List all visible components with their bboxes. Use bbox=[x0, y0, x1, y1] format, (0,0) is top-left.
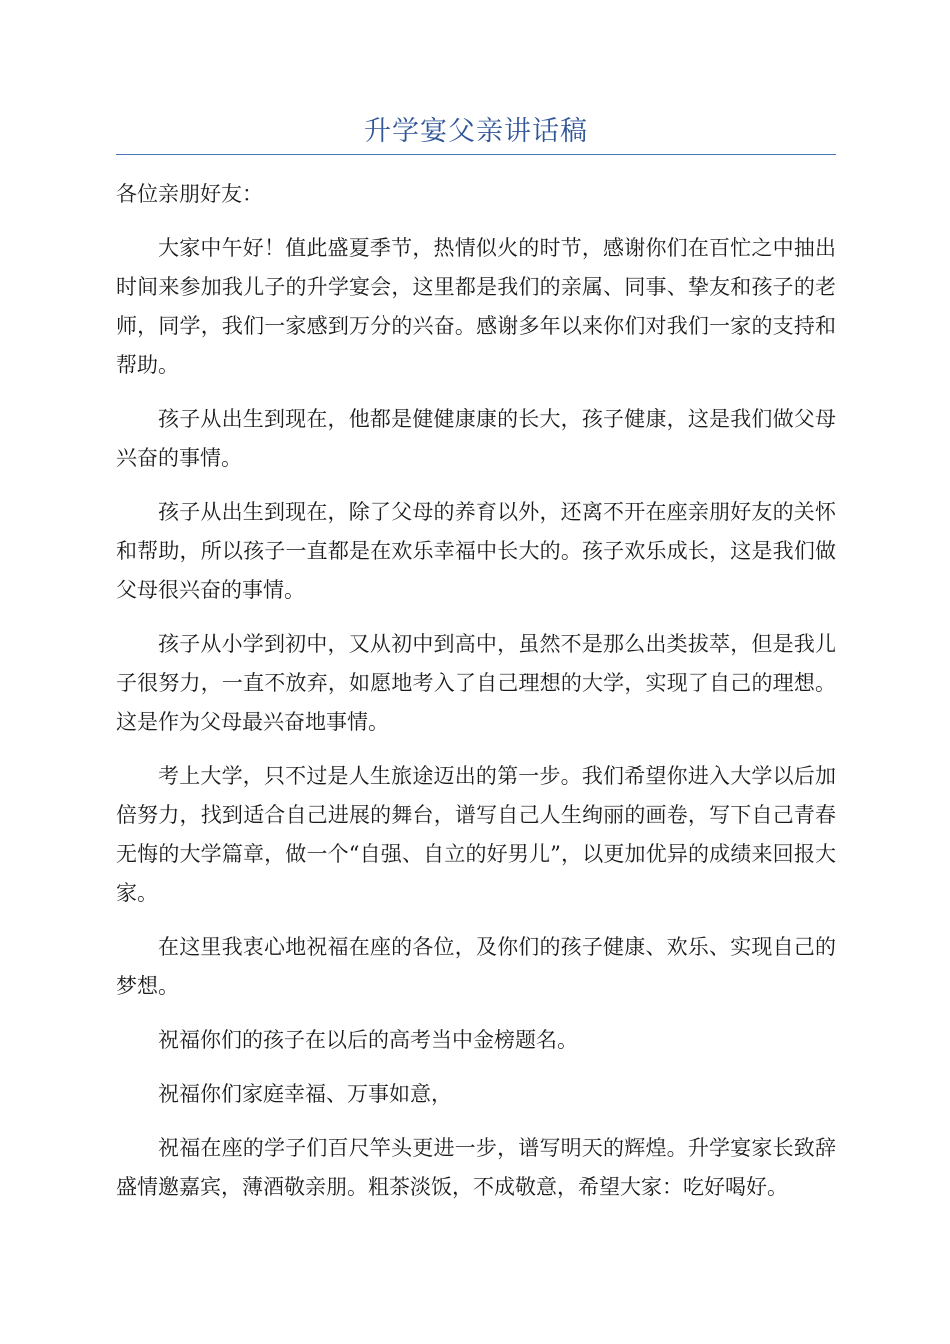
paragraph: 大家中午好！值此盛夏季节，热情似火的时节，感谢你们在百忙之中抽出时间来参加我儿子的升学宴会，这里都是我们的亲属、同事、挚友和孩子的老师，同学，我们一家感到万分的兴奋。感谢多年以来你们对我们一家的支持和帮助。 bbox=[116, 236, 836, 377]
paragraph: 孩子从出生到现在，除了父母的养育以外，还离不开在座亲朋好友的关怀和帮助，所以孩子一直都是在欢乐幸福中长大的。孩子欢乐成长，这是我们做父母很兴奋的事情。 bbox=[116, 500, 836, 602]
paragraph: 考上大学，只不过是人生旅途迈出的第一步。我们希望你进入大学以后加倍努力，找到适合自己进展的舞台，谱写自己人生绚丽的画卷，写下自己青春无悔的大学篇章，做一个“自强、自立的好男儿”，以更加优异的成绩来回报大家。 bbox=[116, 764, 836, 905]
paragraph: 在这里我衷心地祝福在座的各位，及你们的孩子健康、欢乐、实现自己的梦想。 bbox=[116, 935, 836, 998]
paragraph: 孩子从小学到初中，又从初中到高中，虽然不是那么出类拔萃，但是我儿子很努力，一直不放弃，如愿地考入了自己理想的大学，实现了自己的理想。这是作为父母最兴奋地事情。 bbox=[116, 632, 836, 734]
paragraph: 祝福你们的孩子在以后的高考当中金榜题名。 bbox=[158, 1028, 578, 1052]
document-page bbox=[116, 112, 836, 1222]
document-title: 升学宴父亲讲话稿 bbox=[364, 116, 588, 147]
paragraph: 祝福在座的学子们百尺竿头更进一步，谱写明天的辉煌。升学宴家长致辞盛情邀嘉宾，薄酒敬亲朋。粗茶淡饭，不成敬意，希望大家：吃好喝好。 bbox=[116, 1136, 836, 1199]
title-underline bbox=[116, 154, 836, 155]
paragraph: 孩子从出生到现在，他都是健健康康的长大，孩子健康，这是我们做父母兴奋的事情。 bbox=[116, 407, 836, 470]
paragraph: 祝福你们家庭幸福、万事如意， bbox=[158, 1082, 452, 1106]
salutation: 各位亲朋好友： bbox=[116, 182, 263, 206]
